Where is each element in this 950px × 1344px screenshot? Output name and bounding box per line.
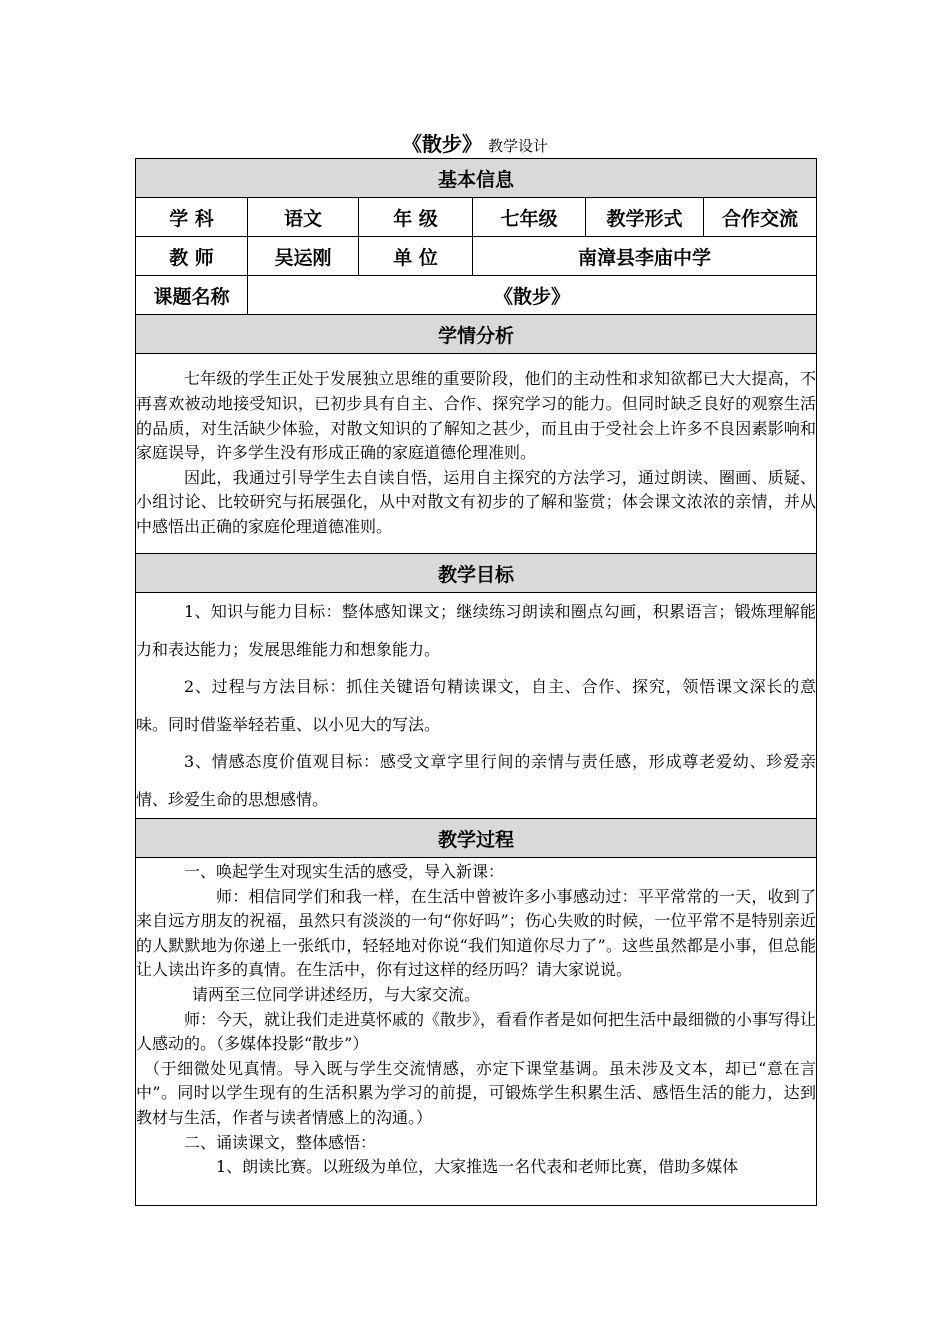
section-header-process: 教学过程 <box>136 819 817 858</box>
process-line: 师：相信同学们和我一样，在生活中曾被许多小事感动过：平平常常的一天，收到了来自远方朋友的祝福，虽然只有淡淡的一句“你好吗”；伤心失败的时候，一位平常不是特别亲近的人默默地为你递上一张纸巾，轻轻地对你说“我们知道你尽力了”。这些虽然都是小事，但总能让人读出许多的真情。在生活中，你有过这样的经历吗？请大家说说。 <box>136 886 817 980</box>
process-line: 师：今天，就让我们走进莫怀戚的《散步》，看看作者是如何把生活中最细微的小事写得让人感动的。（多媒体投影“散步”） <box>136 1009 817 1054</box>
form-value: 合作交流 <box>704 198 817 237</box>
teacher-value: 吴运刚 <box>248 237 359 276</box>
unit-label: 单 位 <box>359 237 473 276</box>
title-main: 《散步》 <box>401 132 482 156</box>
document-title <box>0 128 950 157</box>
subject-label: 学 科 <box>136 198 248 237</box>
process-content <box>136 858 817 1206</box>
analysis-paragraph: 因此，我通过引导学生去自读自悟，运用自主探究的方法学习，通过朗读、圈画、质疑、小组讨论、比较研究与拓展强化，从中对散文有初步的了解和鉴赏；体会课文浓浓的亲情，并从中感悟出正确的家庭伦理道德准则。 <box>136 467 817 536</box>
teacher-label: 教 师 <box>136 237 248 276</box>
analysis-content <box>136 354 817 554</box>
process-line: 请两至三位同学讲述经历，与大家交流。 <box>192 984 481 1004</box>
topic-value: 《散步》 <box>248 276 817 315</box>
process-line: 1、朗读比赛。以班级为单位，大家推选一名代表和老师比赛，借助多媒体 <box>216 1157 739 1177</box>
process-line: 一、唤起学生对现实生活的感受，导入新课： <box>184 862 505 881</box>
analysis-paragraph: 七年级的学生正处于发展独立思维的重要阶段，他们的主动性和求知欲都已大大提高，不再喜欢被动地接受知识，已初步具有自主、合作、探究学习的能力。但同时缺乏良好的观察生活的品质，对生活缺少体验，对散文知识的了解知之甚少，而且由于受社会上许多不良因素影响和家庭误导，许多学生没有形成正确的家庭道德伦理准则。 <box>136 369 817 463</box>
section-header-basic: 基本信息 <box>136 159 817 198</box>
unit-value: 南漳县李庙中学 <box>473 237 817 276</box>
goal-item: 2、过程与方法目标：抓住关键语句精读课文，自主、合作、探究，领悟课文深长的意味。同时借鉴举轻若重、以小见大的写法。 <box>136 677 817 734</box>
form-label: 教学形式 <box>586 198 704 237</box>
lesson-plan-table <box>135 158 817 1206</box>
section-header-analysis: 学情分析 <box>136 315 817 354</box>
topic-label: 课题名称 <box>136 276 248 315</box>
goal-item: 3、情感态度价值观目标：感受文章字里行间的亲情与责任感，形成尊老爱幼、珍爱亲情、珍爱生命的思想感情。 <box>136 752 817 809</box>
section-header-goals: 教学目标 <box>136 554 817 593</box>
goal-item: 1、知识与能力目标：整体感知课文；继续练习朗读和圈点勾画，积累语言；锻炼理解能力和表达能力；发展思维能力和想象能力。 <box>136 602 817 659</box>
grade-value: 七年级 <box>473 198 586 237</box>
goals-content <box>136 593 817 819</box>
process-line: 二、诵读课文，整体感悟： <box>184 1132 377 1152</box>
process-line: （于细微处见真情。导入既与学生交流情感，亦定下课堂基调。虽未涉及文本，却已“意在言中”。同时以学生现有的生活积累为学习的前提，可锻炼学生积累生活、感悟生活的能力，达到教材与生活，作者与读者情感上的沟通。） <box>136 1058 817 1127</box>
grade-label: 年 级 <box>359 198 473 237</box>
title-sub: 教学设计 <box>487 137 548 155</box>
subject-value: 语文 <box>248 198 359 237</box>
